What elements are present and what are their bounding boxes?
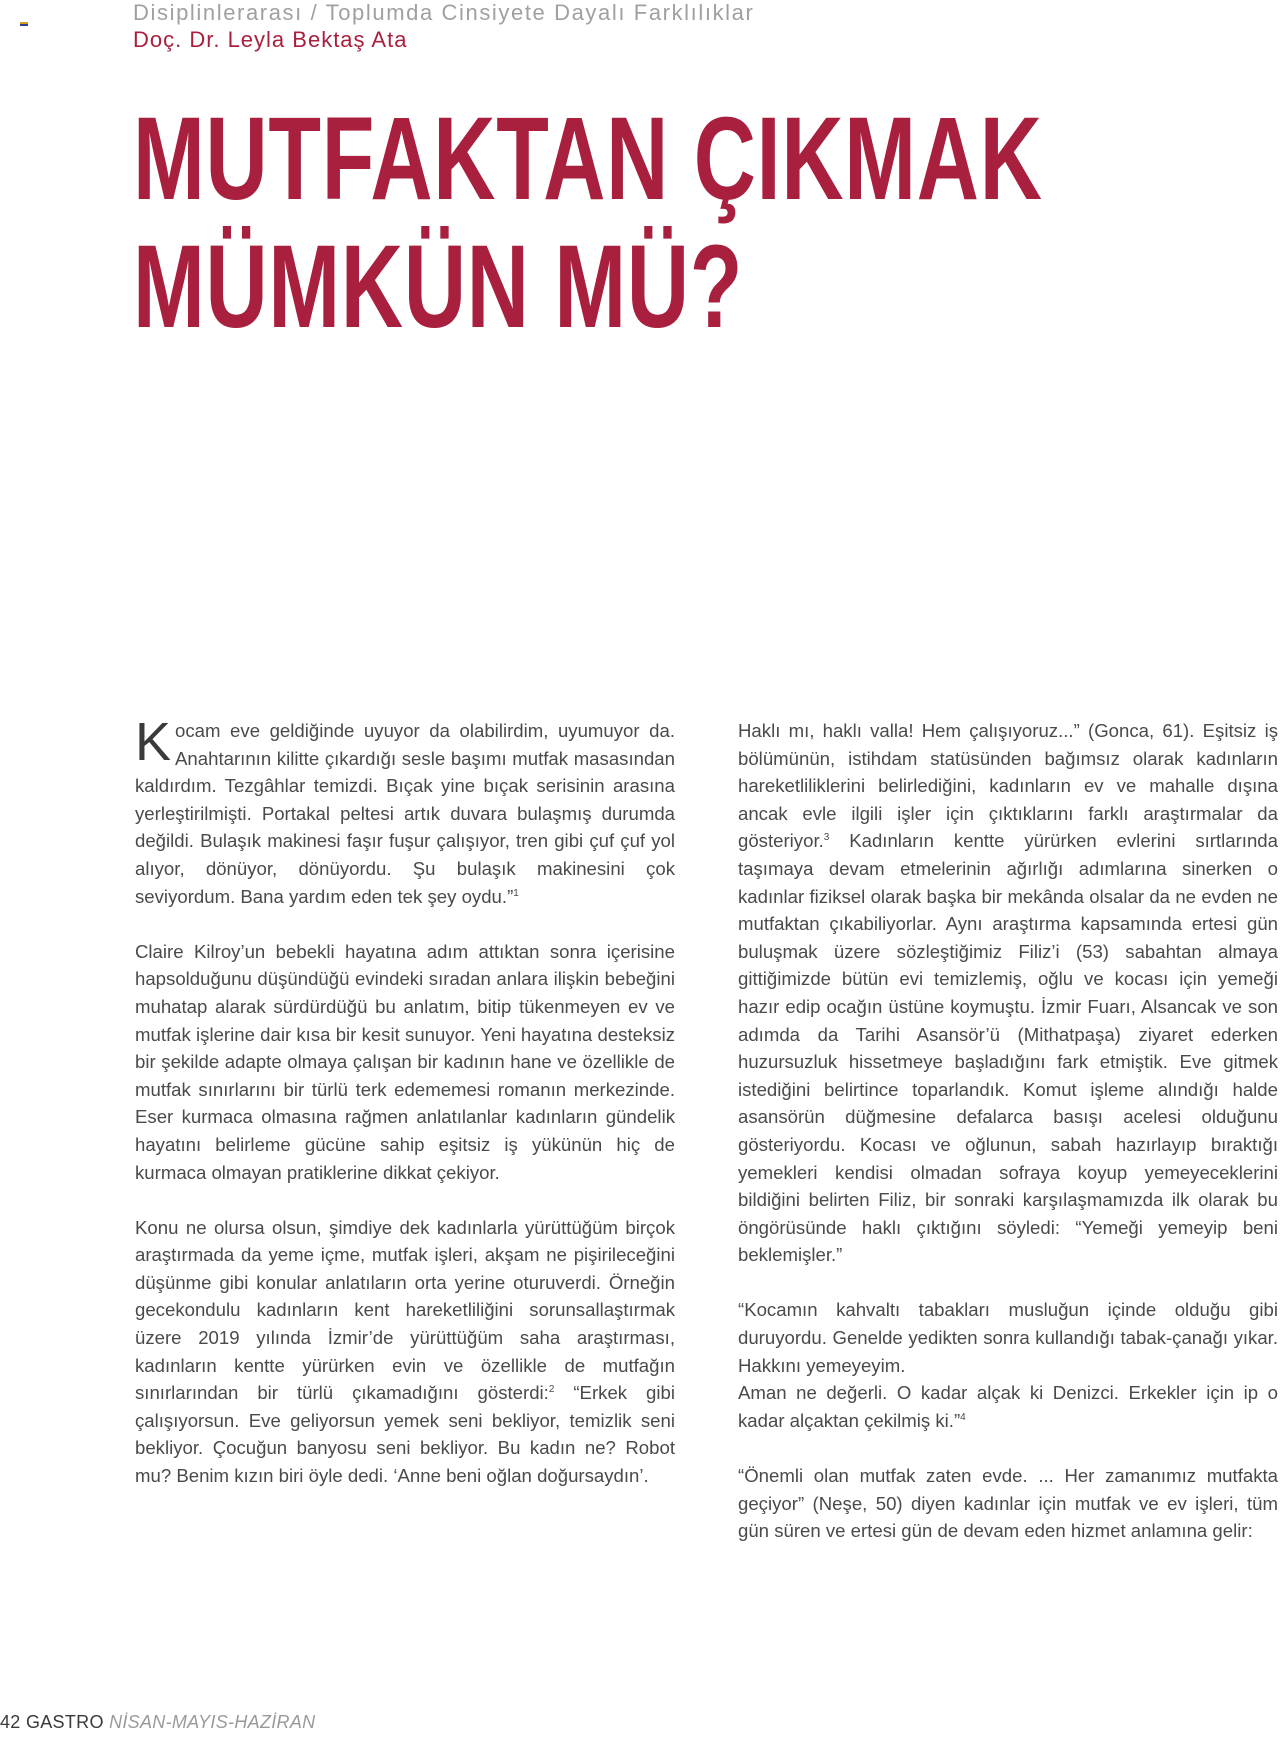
issue-label: NİSAN-MAYIS-HAZİRAN	[109, 1712, 316, 1732]
magazine-name: GASTRO	[25, 1712, 104, 1732]
paragraph-text: “Erkek gibi çalışıyorsun. Eve geliyorsun yemek seni bekliyor, temizlik seni bekliyor. Çocuğun banyosu seni bekliyor. Bu kadın ne? Robot mu? Benim kızın biri öyle dedi. ‘Anne beni oğlan doğursaydın’.	[135, 1382, 675, 1487]
title-line-2: MÜMKÜN MÜ?	[133, 221, 744, 353]
footnote-ref: 3	[823, 832, 830, 844]
quote-line: Aman ne değerli. O kadar alçak ki Denizci. Erkekler için ip o kadar alçaktan çekilmiş ki.”	[738, 1382, 1278, 1431]
drop-cap: K	[135, 712, 172, 772]
article-title	[133, 95, 1043, 351]
paragraph: “Önemli olan mutfak zaten evde. ... Her zamanımız mutfakta geçiyor” (Neşe, 50) diyen kadınlar için mutfak ve ev işleri, tüm gün süren ve ertesi gün de devam eden hizmet anlamına gelir:	[738, 1465, 1278, 1542]
footnote-ref: 1	[513, 887, 519, 899]
right-column	[738, 717, 1278, 1572]
title-line-1: MUTFAKTAN ÇIKMAK	[133, 93, 1043, 225]
paragraph: Claire Kilroy’un bebekli hayatına adım attıktan sonra içerisine hapsolduğunu düşündüğü evindeki sıradan anlara ilişkin bebeğini muhatap alarak sürdürdüğü bu anlatım, bitip tükenmeyen ev ve mutfak işlerine dair kısa bir kesit sunuyor. Yeni hayatına desteksiz bir şekilde adapte olmaya çalışan bir kadının hane ve özellikle de mutfak sınırlarını bir türlü terk edememesi romanın merkezinde. Eser kurmaca olmasına rağmen anlatılanlar kadınların gündelik hayatını belirleme gücüne sahip eşitsiz iş yükünün hiç de kurmaca olmayan pratiklerine dikkat çekiyor.	[135, 940, 675, 1183]
quote-line: “Kocamın kahvaltı tabakları musluğun içinde olduğu gibi duruyordu. Genelde yedikten sonra kullandığı tabak-çanağı yıkar. Hakkını yemeyeyim.	[738, 1299, 1278, 1376]
paragraph-text: Konu ne olursa olsun, şimdiye dek kadınlarla yürüttüğüm birçok araştırmada da yeme içme, mutfak işleri, akşam ne pişirileceğini düşünme gibi konular anlatıların orta yerine oturuverdi. Örneğin gecekondulu kadınların kent hareketliliğini sorunsallaştırmak üzere 2019 yılında İzmir’de yürüttüğüm saha araştırması, kadınların kentte yürürken evin ve özellikle de mutfağın sınırlarından bir türlü çıkamadığını gösterdi:	[135, 1216, 675, 1404]
paragraph	[135, 1214, 675, 1490]
quote-paragraph	[738, 1296, 1278, 1434]
paragraph	[135, 712, 675, 910]
paragraph	[738, 717, 1278, 1269]
corner-color-mark	[20, 22, 28, 26]
left-column	[135, 712, 675, 1517]
paragraph-text: ocam eve geldiğinde uyuyor da olabilirdim, uyumuyor da. Anahtarının kilitte çıkardığı sesle başımı mutfak masasından kaldırdım. Tezgâhlar temizdi. Bıçak yine bıçak serisinin arasına yerleştirilmişti. Portakal peltesi artık duvara bulaşmış durumda değildi. Bulaşık makinesi faşır fuşur çalışıyor, tren gibi çuf çuf yol alıyor, dönüyor, dönüyordu. Şu bulaşık makinesini çok seviyordum. Bana yardım eden tek şey oydu.”	[135, 720, 675, 907]
page-number: 42	[0, 1712, 21, 1732]
footnote-ref: 4	[960, 1411, 966, 1423]
paragraph-text: Kadınların kentte yürürken evlerini sırtlarında taşımaya devam etmelerinin ağırlığı adımlarına sinerken o kadınlar fiziksel olarak başka bir mekânda olsalar da ne evden ne mutfaktan çıkabiliyorlar. Aynı araştırma kapsamında ertesi gün buluşmak üzere sözleştiğimiz Filiz’i (53) sabahtan almaya gittiğimizde bütün evi temizlemiş, oğlu ve kocası için yemeği hazır edip ocağın üstüne koymuştu. İzmir Fuarı, Alsancak ve son adımda da Tarihi Asansör’ü (Mithatpaşa) ziyaret ederken huzursuzluk hissetmeye başladığını fark etmiştik. Eve gitmek istediğini belirtince toparlandık. Komut işleme alındığı halde asansörün düğmesine defalarca basışı acelesi olduğunu gösteriyordu. Kocası ve oğlunun, sabah hazırlayıp bıraktığı yemekleri kendisi olmadan sofraya koyup yemeyeceklerini bildiğini belirten Filiz, bir sonraki karşılaşmamızda ilk olarak bu öngörüsünde haklı çıktığını söyledi: “Yemeği yemeyip beni beklemişler.”	[738, 830, 1278, 1266]
footnote-ref: 2	[548, 1384, 555, 1396]
section-label: Disiplinlerarası / Toplumda Cinsiyete Dayalı Farklılıklar	[133, 0, 755, 25]
author-name: Doç. Dr. Leyla Bektaş Ata	[133, 27, 408, 52]
page-footer	[0, 1712, 315, 1733]
paragraph-text: Haklı mı, haklı valla! Hem çalışıyoruz...” (Gonca, 61). Eşitsiz iş bölümünün, istihdam statüsünden bağımsız olarak kadınların hareketliliklerini belirlediğini, kadınların ev ve mahalle dışına ancak evle ilgili işler için çıktıklarını farklı araştırmalar da gösteriyor.	[738, 720, 1278, 852]
article-header	[133, 0, 754, 54]
